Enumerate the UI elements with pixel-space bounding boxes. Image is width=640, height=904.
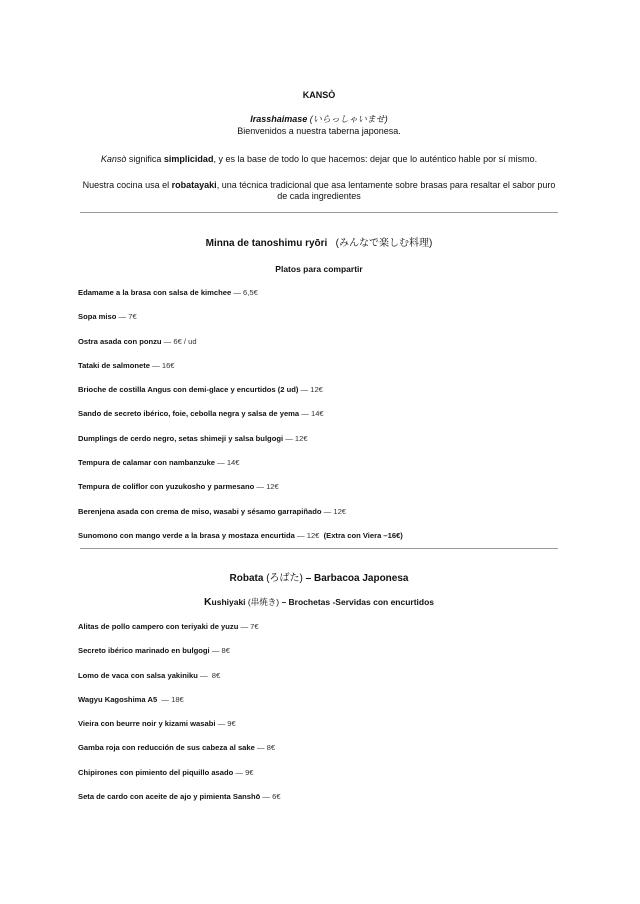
dish-name: Chipirones con pimiento del piquillo asado [78,767,234,777]
dish-name: Berenjena asada con crema de miso, wasabi y sésamo garrapiñado [78,506,322,516]
menu-item [78,361,558,385]
menu-item [78,622,558,646]
greeting-word: Irasshaimase [250,114,308,124]
robata-text-pre: Nuestra cocina usa el [82,180,172,190]
dish-name: Edamame a la brasa con salsa de kimchee [78,288,232,297]
menu-item [78,531,558,555]
dish-name: Ostra asada con ponzu [78,336,162,346]
menu-item [78,792,558,816]
dish-name: Tataki de salmonete [78,360,151,370]
dish-price: — 9€ [215,719,236,729]
subtitle-platos-para-compartir: Platos para compartir [275,264,363,274]
dish-name: Secreto ibérico marinado en bulgogi [78,646,210,656]
dish-price: — 8€ [209,646,230,656]
dish-price: — 12€ [283,433,308,443]
dish-price: — 18€ [159,694,184,704]
dish-price: — 14€ [299,409,324,419]
dish-price: — 12€ [321,506,347,516]
menu-item [78,385,558,409]
menu-item [78,409,558,433]
menu-item [78,312,558,336]
dish-name: Vieira con beurre noir y kizami wasabi [78,719,216,729]
dish-extra: (Extra con Viera –16€) [319,530,403,540]
menu-item [78,768,558,792]
menu-item [78,743,558,767]
greeting-line [80,114,558,125]
dish-name: Sando de secreto ibérico, foie, cebolla negra y salsa de yema [78,409,300,419]
dish-price: — 7€ [238,622,259,631]
dish-price: — 14€ [215,458,240,468]
menu-item [78,337,558,361]
kushiyaki-text: ushiyaki [211,597,248,607]
dish-price: — 16€ [150,360,175,370]
menu-item [78,458,558,482]
dish-name: Sunomono con mango verde a la brasa y mostaza encurtida [78,530,295,540]
dish-name: Dumplings de cerdo negro, setas shimeji y salsa bulgogi [78,433,284,443]
dish-name: Brioche de costilla Angus con demi-glace y encurtidos (2 ud) [78,385,299,395]
kushiyaki-initial: K [203,596,212,608]
robatayaki-description [80,180,558,202]
section-title-japanese: (みんなで楽しむ料理) [335,238,433,249]
dish-name: Seta de cardo con aceite de ajo y pimienta Sanshō [78,792,261,802]
section-title-robata [80,569,558,584]
menu-item [78,288,558,312]
menu-item [78,434,558,458]
kanso-description [80,154,558,165]
dish-price: — 7€ [116,312,137,322]
kushiyaki-japanese: (串焼き) [247,597,280,607]
dish-price: — 12€ [294,530,320,540]
greeting-japanese: (いらっしゃいませ) [309,114,388,124]
menu-item [78,671,558,695]
menu-item [78,719,558,743]
kushiyaki-list [78,622,558,816]
kushiyaki-suffix: – Brochetas -Servidas con encurtidos [279,597,435,607]
dish-name: Sopa miso [78,312,117,322]
robata-title-text: Robata [229,573,267,584]
dish-name: Lomo de vaca con salsa yakiniku [78,670,198,680]
kanso-text-pre: significa [126,154,164,164]
simplicidad-word: simplicidad [163,154,214,164]
dish-price: — 6,5€ [231,288,258,297]
sharing-dishes-list [78,288,558,555]
divider [80,548,558,549]
menu-item [78,507,558,531]
dish-price: — 8€ [197,670,221,680]
dish-name: Wagyu Kagoshima A5 [78,694,160,704]
dish-price: — 12€ [298,385,323,395]
dish-price: — 12€ [254,482,279,492]
dish-price: — 8€ [254,743,276,753]
dish-price: — 6€ / ud [161,336,197,346]
dish-name: Tempura de calamar con nambanzuke [78,458,216,468]
dish-price: — 9€ [233,767,254,777]
robata-text-post: , una técnica tradicional que asa lentamente sobre brasas para resaltar el sabor puro de cada ingredientes [216,180,556,201]
welcome-text: Bienvenidos a nuestra taberna japonesa. [237,126,401,136]
robata-title-japanese: (ろばた) [266,573,303,584]
section-title-sharing [80,234,558,249]
menu-item [78,482,558,506]
dish-name: Alitas de pollo campero con teriyaki de yuzu [78,622,239,631]
kanso-word: Kansò [100,154,127,164]
divider [80,212,558,213]
dish-name: Tempura de coliflor con yuzukosho y parmesano [78,482,255,492]
dish-price: — 6€ [260,792,281,802]
section-title-text: Minna de tanoshimu ryōri [205,238,328,249]
restaurant-title: KANSÒ [302,90,336,100]
robata-title-suffix: – Barbacoa Japonesa [302,573,409,584]
menu-item [78,695,558,719]
kanso-text-post: , y es la base de todo lo que hacemos: dejar que lo auténtico hable por sí mismo. [213,154,538,164]
menu-item [78,646,558,670]
dish-name: Gamba roja con reducción de sus cabeza al sake [78,743,255,753]
robatayaki-word: robatayaki [171,180,217,190]
subtitle-kushiyaki [80,596,558,608]
